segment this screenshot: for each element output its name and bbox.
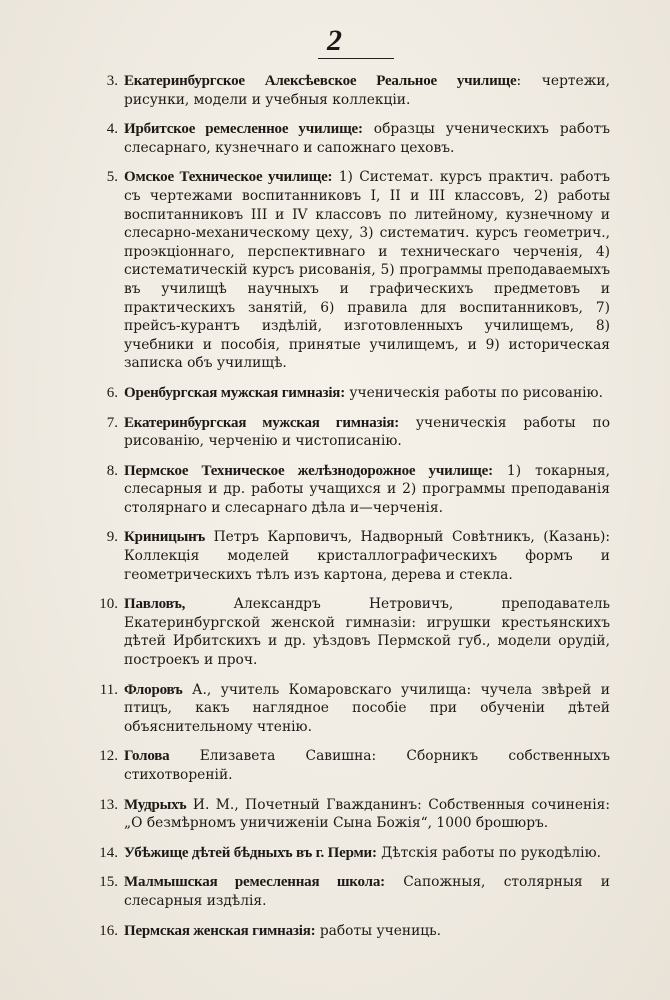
item-text: И. М., Почетный Гважданинъ: Собственныя сочиненія: „О безмѣрномъ уничиженіи Сына Божія“, 1000 брошюръ. bbox=[124, 796, 610, 832]
item-text: работы учениць. bbox=[315, 922, 442, 939]
list-item bbox=[78, 922, 610, 941]
item-heading: Оренбургская мужская гимназія: bbox=[124, 384, 346, 401]
item-number: 16. bbox=[99, 922, 118, 939]
item-text: Александръ Нетровичъ, преподаватель Екатеринбургской женской гимназіи: игрушки крестьянскихъ дѣтей Ирбитскихъ и др. уѣздовъ Пермской губ., модели орудій, построекъ и проч. bbox=[124, 596, 610, 669]
item-heading: Пермское Техническое желѣзнодорожное училище: bbox=[124, 462, 493, 479]
list-item bbox=[78, 595, 610, 669]
item-text: Петръ Карповичъ, Надворный Совѣтникъ, (Казань): Коллекція моделей кристаллографическихъ формъ и геометрическихъ тѣлъ изъ картона, дерева и стекла. bbox=[124, 529, 610, 583]
item-number: 5. bbox=[106, 169, 118, 186]
item-text: ученическія работы по рисованію, черченію и чистописанію. bbox=[124, 414, 610, 450]
list-item bbox=[78, 168, 610, 373]
item-number: 14. bbox=[99, 844, 118, 861]
item-text: ученическія работы по рисованію. bbox=[345, 384, 603, 401]
item-text: 1) Системат. курсъ практич. работъ съ чертежами воспитанниковъ I, II и III классовъ, 2) работы воспитанниковъ III и IV классовъ по литейному, кузнечному и слесарно-механическому цеху, 3) систематич. курсъ геометрич., проэкціоннаго, перспективнаго и техническаго черченія, 4) систематическій курсъ рисованія, 5) программы преподаваемыхъ въ училищѣ научныхъ и графическихъ предметовъ и практическихъ занятій, 6) правила для воспитанниковъ, 7) прейсъ-курантъ издѣлій, изготовленныхъ училищемъ, 8) учебники и пособія, принятые училищемъ, и 9) историческая записка объ училищѣ. bbox=[124, 169, 611, 372]
item-text: А., учитель Комаровскаго училища: чучела звѣрей и птицъ, какъ наглядное пособіе при обученіи дѣтей объяснительному чтенію. bbox=[124, 681, 610, 735]
list-item bbox=[78, 681, 610, 737]
item-heading: Павловъ, bbox=[124, 596, 186, 613]
list-item bbox=[78, 844, 610, 863]
item-heading: Мудрыхъ bbox=[124, 796, 187, 813]
item-text: 1) токарныя, слесарныя и др. работы учащихся и 2) программы преподаванія столярнаго и слесарнаго дѣла и—черченія. bbox=[124, 462, 610, 516]
list-item bbox=[78, 528, 610, 584]
list-item bbox=[78, 747, 610, 784]
list-item bbox=[78, 796, 610, 833]
item-heading: Криницынъ bbox=[124, 529, 206, 546]
item-number: 4. bbox=[106, 121, 118, 138]
item-heading: Флоровъ bbox=[124, 681, 183, 698]
item-heading: Пермская женская гимназія: bbox=[124, 922, 316, 939]
item-number: 13. bbox=[99, 796, 118, 813]
item-heading: Малмышская ремесленная школа: bbox=[124, 874, 385, 891]
item-heading: Голова bbox=[124, 748, 170, 765]
list-item bbox=[78, 873, 610, 910]
item-number: 15. bbox=[99, 874, 118, 891]
list-item bbox=[78, 72, 610, 109]
item-heading: Екатеринбургская мужская гимназія: bbox=[124, 414, 400, 431]
item-number: 11. bbox=[99, 681, 118, 698]
list-item bbox=[78, 384, 610, 403]
item-number: 10. bbox=[99, 596, 118, 613]
item-heading: Омское Техническое училище: bbox=[124, 169, 333, 186]
list-item bbox=[78, 120, 610, 157]
item-number: 12. bbox=[99, 748, 118, 765]
item-number: 8. bbox=[106, 462, 118, 479]
item-heading: Ирбитское ремесленное училище: bbox=[124, 121, 363, 138]
item-number: 7. bbox=[106, 414, 118, 431]
list-item bbox=[78, 462, 610, 518]
list-item bbox=[78, 414, 610, 451]
item-text: образцы ученическихъ работъ слесарнаго, кузнечнаго и сапожнаго цеховъ. bbox=[124, 121, 610, 156]
item-heading: Екатеринбургское Алексѣевское Реальное училище bbox=[124, 73, 517, 89]
item-text: Сапожныя, столярныя и слесарныя издѣлія. bbox=[124, 874, 610, 909]
item-text: : чертежи, рисунки, модели и учебныя коллекціи. bbox=[124, 73, 610, 108]
item-text: Елизавета Савишна: Сборникъ собственныхъ стихотвореній. bbox=[124, 748, 610, 783]
item-number: 6. bbox=[106, 384, 118, 401]
item-heading: Убѣжище дѣтей бѣдныхъ въ г. Перми: bbox=[124, 844, 377, 861]
header-rule bbox=[318, 58, 394, 59]
item-number: 9. bbox=[106, 529, 118, 546]
item-text: Дѣтскія работы по рукодѣлію. bbox=[376, 844, 601, 861]
exhibit-list bbox=[78, 72, 610, 951]
page-number: 2 bbox=[327, 24, 343, 57]
item-number: 3. bbox=[106, 73, 118, 89]
